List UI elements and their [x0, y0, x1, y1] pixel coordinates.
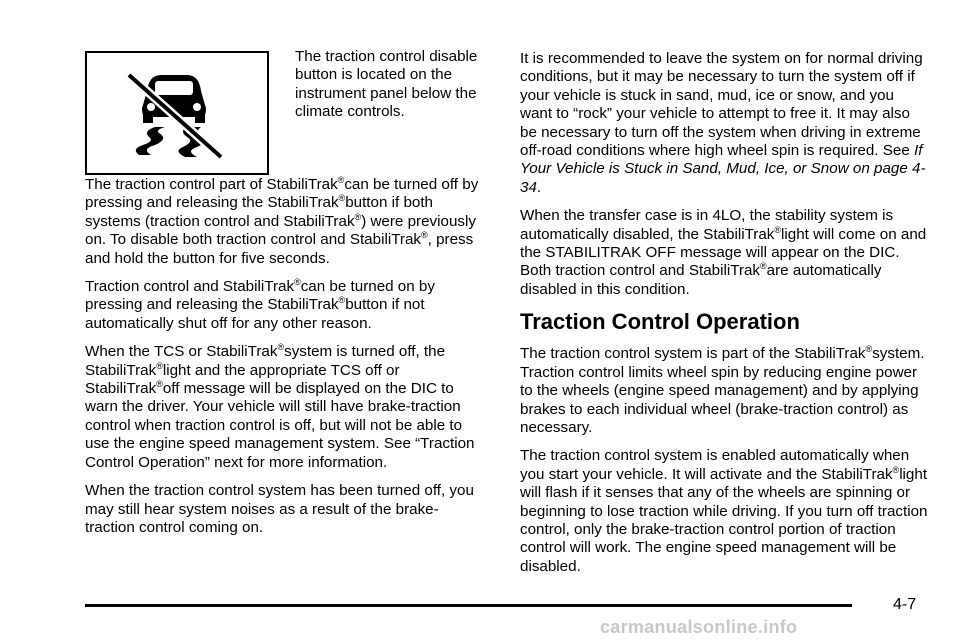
paragraph: It is recommended to leave the system on for normal driving conditions, but it may be necessary to turn the system off if your vehicle is stuck in sand, mud, ice or snow, and you want to “rock” your vehicle to attempt to free it. It may also be necessary to turn off the system when driving in extreme off-road conditions where high wheel spin is required. See If Your Vehicle is Stuck in Sand, Mud, Ice, or Snow on page 4-34.: [520, 50, 926, 196]
section-heading: Traction Control Operation: [520, 309, 800, 335]
right-column: [520, 50, 930, 586]
paragraph: The traction control system is part of the StabiliTrak®system. Traction control limits wheel spin by reducing engine power to the wheels (engine speed management) and by applying brakes to each individual wheel (brake-traction control) as necessary.: [520, 344, 925, 436]
paragraph: Traction control and StabiliTrak®can be turned on by pressing and releasing the StabiliTrak®button if not automatically shut off for any other reason.: [85, 277, 435, 332]
paragraph: When the transfer case is in 4LO, the stability system is automatically disabled, the StabiliTrak®light will come on and the STABILITRAK OFF message will appear on the DIC. Both traction control and StabiliTrak®are automatically disabled in this condition.: [520, 207, 927, 298]
traction-control-off-icon: [125, 69, 225, 161]
footer-rule: [85, 604, 852, 607]
cross-reference: If Your Vehicle is Stuck in Sand, Mud, Ice, or Snow on page 4-34: [520, 142, 926, 196]
paragraph: When the traction control system has been turned off, you may still hear system noises as a result of the brake-traction control coming on.: [85, 482, 474, 536]
watermark: carmanualsonline.info: [600, 617, 798, 637]
paragraph: The traction control system is enabled automatically when you start your vehicle. It will activate and the StabiliTrak®light will flash if it senses that any of the wheels are spinning or beginning to lose traction while driving. If you turn off traction control, only the brake-traction control portion of traction control will work. The engine speed management will be disabled.: [520, 447, 928, 575]
left-column: [85, 176, 485, 547]
paragraph: When the TCS or StabiliTrak®system is turned off, the StabiliTrak®light and the appropriate TCS off or StabiliTrak®off message will be displayed on the DIC to warn the driver. Your vehicle will still have brake-traction control when traction control is off, but will not be able to use the engine speed management system. See “Traction Control Operation” next for more information.: [85, 342, 475, 471]
paragraph: The traction control part of StabiliTrak®can be turned off by pressing and releasing the StabiliTrak®button if both systems (traction control and StabiliTrak®) were previously on. To disable both traction control and StabiliTrak®, press and hold the button for five seconds.: [85, 175, 479, 267]
intro-text: The traction control disable button is located on the instrument panel below the climate controls.: [295, 48, 478, 121]
page-number: 4-7: [893, 596, 917, 613]
traction-off-icon-frame: [85, 51, 269, 175]
